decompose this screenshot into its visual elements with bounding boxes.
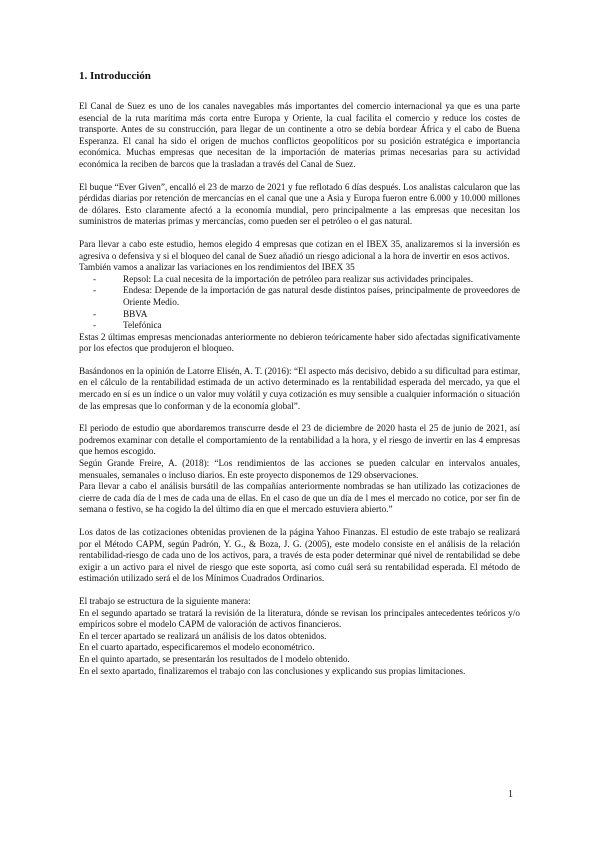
list-item-telefonica: - Telefónica	[79, 320, 520, 332]
list-item-repsol: - Repsol: La cual necesita de la importación de petróleo para realizar sus actividades principales.	[79, 274, 520, 286]
paragraph-section-five: En el quinto apartado, se presentarán los resultados de l modelo obtenido.	[79, 653, 350, 664]
list-item-endesa: - Endesa: Depende de la importación de gas natural desde distintos países, principalmente de proveedores de Oriente Medio.	[79, 285, 520, 308]
paragraph-structure-intro: El trabajo se estructura de la siguiente manera:	[79, 595, 251, 606]
paragraph-capm-method: Los datos de las cotizaciones obtenidas provienen de la página Yahoo Finanzas. El estudio de este trabajo se realizará por el Método CAPM, según Padrón, Y. G., & Boza, J. G. (2005), este modelo consiste en el análisis de la relación rentabilidad-riesgo de cada uno de los activos, para, a través de esta poder determinar qué nivel de rentabilidad se debe exigir a un activo para el nivel de riesgo que este soporta, así como cuál será su rentabilidad esperada. El método de estimación utilizado será el de los Mínimos Cuadrados Ordinarios.	[79, 527, 520, 584]
paragraph-grande-quote: Según Grande Freire, A. (2018): “Los rendimientos de las acciones se pueden calcular en intervalos anuales, mensuales, semanales o incluso diarios. En este proyecto disponemos de 129 observaciones.	[79, 458, 520, 480]
paragraph-study-period: El periodo de estudio que abordaremos transcurre desde el 23 de diciembre de 2020 hasta el 25 de junio de 2021, así podremos examinar con detalle el comportamiento de la rentabilidad a la hora, y el riesgo de invertir en las 4 empresas que hemos escogido.	[79, 423, 520, 457]
paragraph-ibex-variations: También vamos a analizar las variaciones en los rendimientos del IBEX 35	[79, 262, 355, 273]
list-item-bbva: - BBVA	[79, 309, 520, 321]
section-heading: 1. Introducción	[79, 70, 151, 82]
page-content	[79, 70, 520, 677]
paragraph-section-three: En el tercer apartado se realizará un análisis de los datos obtenidos.	[79, 630, 327, 641]
companies-list	[79, 274, 520, 332]
paragraph-suez-canal: El Canal de Suez es uno de los canales navegables más importantes del comercio internacional ya que es una parte esencial de la ruta marítima más corta entre Europa y Oriente, la cual facilita el comercio y reduce los costes de transporte. Antes de su construcción, para llegar de un continente a otro se debía bordear África y el cabo de Buena Esperanza. El canal ha sido el origen de muchos conflictos geopolíticos por su posición estratégica e importancia económica. Muchas empresas que necesitan de la importación de materias primas necesarias para su actividad económica la reciben de barcos que la trasladan a través del Canal de Suez.	[79, 101, 520, 169]
paragraph-section-two: En el segundo apartado se tratará la revisión de la literatura, dónde se revisan los principales antecedentes teóricos y/o empíricos sobre el modelo CAPM de valoración de activos financieros.	[79, 607, 520, 630]
paragraph-unaffected-companies: Estas 2 últimas empresas mencionadas anteriormente no debieron teóricamente haber sido afectadas significativamente por los efectos que produjeron el bloqueo.	[79, 331, 520, 354]
paragraph-ever-given: El buque “Ever Given”, encalló el 23 de marzo de 2021 y fue reflotado 6 días después. Los analistas calcularon que las pérdidas diarias por retención de mercancías en el canal que une a Asia y Europa fueron entre 6.000 y 10.000 millones de dólares. Esto claramente afectó a la economía mundial, pero principalmente a las empresas que necesitan los suministros de materias primas y mercancías, como pueden ser el petróleo o el gas natural.	[79, 181, 520, 227]
paragraph-study-scope: Para llevar a cabo este estudio, hemos elegido 4 empresas que cotizan en el IBEX 35, analizaremos si la inversión es agresiva o defensiva y si el bloqueo del canal de Suez añadió un riesgo adicional a la hora de invertir en esos activos.	[79, 238, 520, 261]
paragraph-section-six: En el sexto apartado, finalizaremos el trabajo con las conclusiones y explicando sus propias limitaciones.	[79, 665, 466, 676]
paragraph-latorre-quote: Basándonos en la opinión de Latorre Elisén, A. T. (2016): “El aspecto más decisivo, debido a su dificultad para estimar, en el cálculo de la rentabilidad estimada de un activo determinado es la rentabilidad esperada del mercado, ya que el mercado en sí es un índice o un valor muy volátil y cuya cotización es muy sensible a cualquier información o situación de las empresas que lo conforman y de la economía global”.	[79, 365, 520, 411]
page-number: 1	[508, 789, 513, 800]
paragraph-section-four: En el cuarto apartado, especificaremos el modelo econométrico.	[79, 642, 315, 653]
paragraph-closing-prices: Para llevar a cabo el análisis bursátil de las compañías anteriormente nombradas se han utilizado las cotizaciones de cierre de cada día de l mes de cada una de ellas. En el caso de que un día de l mes el mercado no cotice, por ser fin de semana o festivo, se ha cogido la del último día en que el mercado estuviera abierto.”	[79, 481, 520, 515]
